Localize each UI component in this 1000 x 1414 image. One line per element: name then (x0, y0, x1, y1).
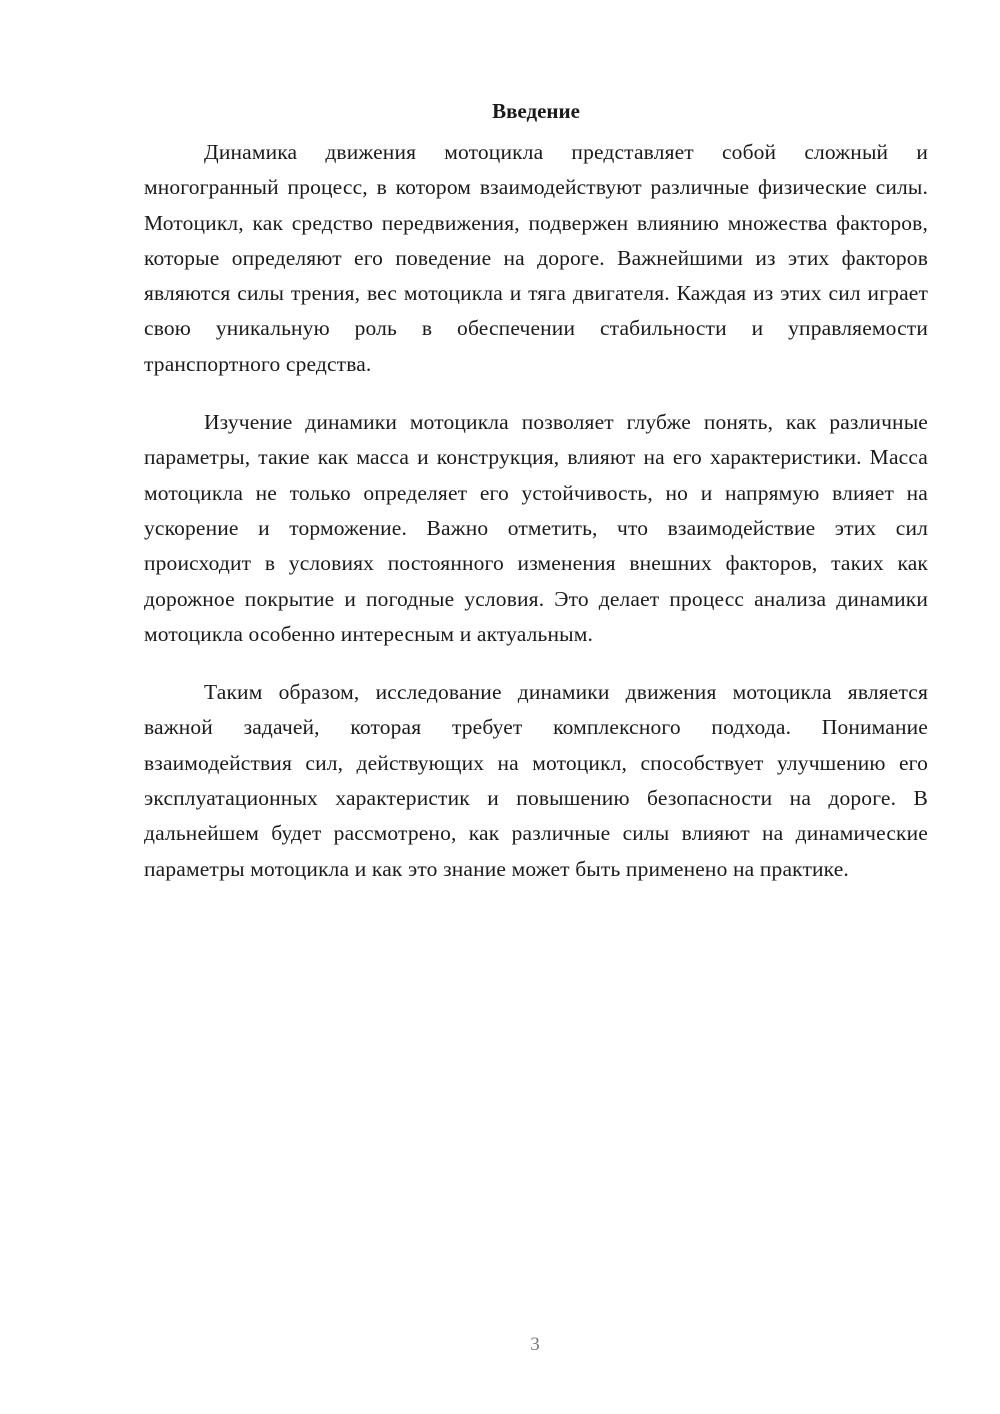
page-number: 3 (530, 1334, 540, 1355)
page-content (144, 94, 928, 910)
paragraph-2: Изучение динамики мотоцикла позволяет глубже понять, как различные параметры, такие как масса и конструкция, влияют на его характеристики. Масса мотоцикла не только определяет его устойчивость, но и напрямую влияет на ускорение и торможение. Важно отметить, что взаимодействие этих сил происходит в условиях постоянного изменения внешних факторов, таких как дорожное покрытие и погодные условия. Это делает процесс анализа динамики мотоцикла особенно интересным и актуальным. (144, 410, 928, 646)
paragraph-1: Динамика движения мотоцикла представляет собой сложный и многогранный процесс, в котором взаимодействуют различные физические силы. Мотоцикл, как средство передвижения, подвержен влиянию множества факторов, которые определяют его поведение на дороге. Важнейшими из этих факторов являются силы трения, вес мотоцикла и тяга двигателя. Каждая из этих сил играет свою уникальную роль в обеспечении стабильности и управляемости транспортного средства. (144, 140, 928, 376)
paragraph-3: Таким образом, исследование динамики движения мотоцикла является важной задачей, которая требует комплексного подхода. Понимание взаимодействия сил, действующих на мотоцикл, способствует улучшению его эксплуатационных характеристик и повышению безопасности на дороге. В дальнейшем будет рассмотрено, как различные силы влияют на динамические параметры мотоцикла и как это знание может быть применено на практике. (144, 680, 928, 881)
section-heading: Введение (492, 99, 580, 123)
